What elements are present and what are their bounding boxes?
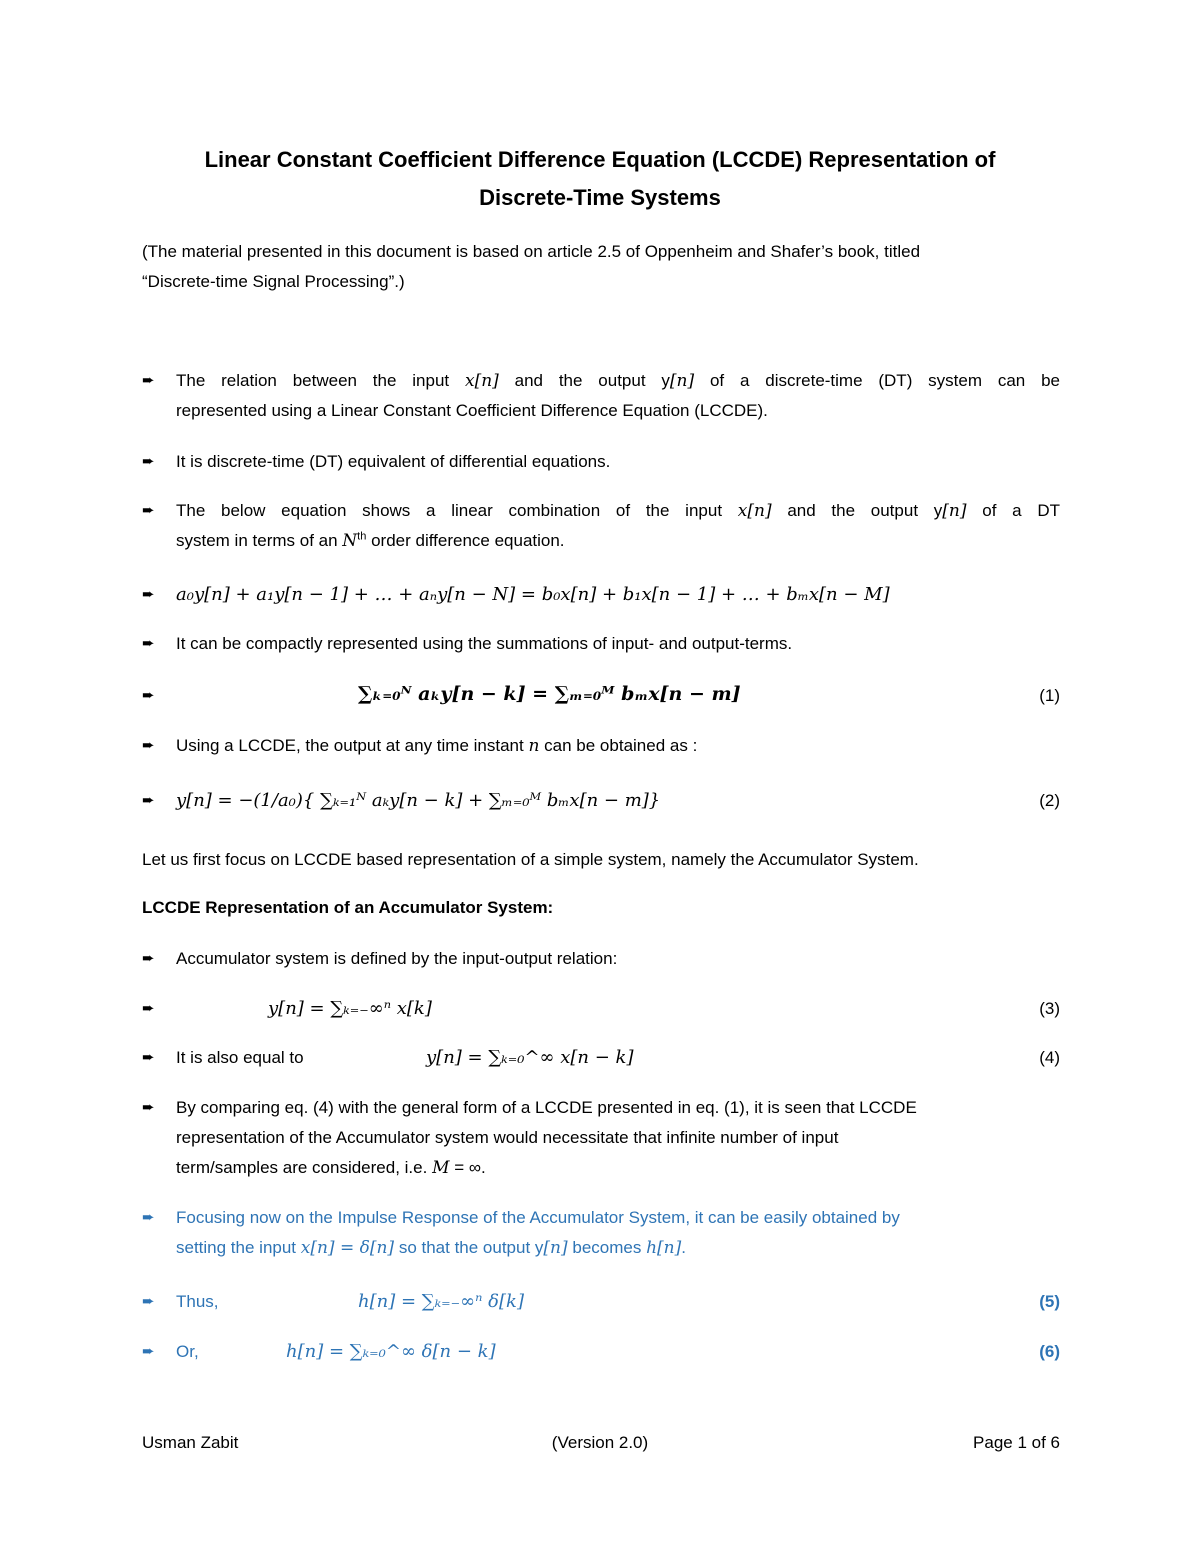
acc-5-mid: so that the output y xyxy=(398,1238,544,1257)
acc-bullet-6-label: Thus, xyxy=(176,1292,219,1311)
equation-number-3: (3) xyxy=(1039,999,1060,1018)
equation-1: ∑ₖ₌₀ᴺ aₖy[n − k] = ∑ₘ₌₀ᴹ bₘx[n − m] xyxy=(358,683,741,705)
right-arrow-icon: ➨ xyxy=(142,1293,155,1310)
acc-bullet-7-label: Or, xyxy=(176,1342,199,1361)
bullet-1 xyxy=(176,366,1060,426)
bullet-7 xyxy=(176,731,1060,761)
acc-5-eq: x[n] = δ[n] xyxy=(300,1238,395,1258)
lead-paragraph: Let us first focus on LCCDE based representation of a simple system, namely the Accumulator System. xyxy=(142,850,919,869)
equation-number-1: (1) xyxy=(1039,686,1060,705)
equation-number-4: (4) xyxy=(1039,1048,1060,1067)
right-arrow-icon: ➨ xyxy=(142,586,155,603)
intro-line-1: (The material presented in this document is based on article 2.5 of Oppenheim and Shafer’s book, titled xyxy=(142,242,921,261)
b7-text-pre: Using a LCCDE, the output at any time instant xyxy=(176,736,524,755)
right-arrow-icon: ➨ xyxy=(142,1099,155,1116)
right-arrow-icon: ➨ xyxy=(142,792,155,809)
equation-general-lccde: a₀y[n] + a₁y[n − 1] + … + aₙy[n − N] = b₀x[n] + b₁x[n − 1] + … + bₘx[n − M] xyxy=(176,584,890,605)
footer-page-number: Page 1 of 6 xyxy=(973,1433,1060,1452)
b3-th: th xyxy=(357,530,367,543)
b3-var-x: x[n] xyxy=(737,501,772,521)
acc-4-line-3-pre: term/samples are considered, i.e. xyxy=(176,1158,428,1177)
acc-5-line-1: Focusing now on the Impulse Response of the Accumulator System, it can be easily obtained by xyxy=(176,1208,900,1227)
b3-text-post: of a DT xyxy=(982,501,1060,520)
acc-5-mid2: becomes xyxy=(572,1238,642,1257)
b3-line2-pre: system in terms of an xyxy=(176,531,338,550)
title-line-2: Discrete-Time Systems xyxy=(479,185,721,210)
title-line-1: Linear Constant Coefficient Difference Equation (LCCDE) Representation of xyxy=(204,147,996,172)
right-arrow-icon: ➨ xyxy=(142,372,155,389)
acc-4-var-M: M xyxy=(432,1158,450,1178)
equation-number-2: (2) xyxy=(1039,791,1060,810)
bullet-5: It can be compactly represented using the summations of input- and output-terms. xyxy=(176,634,793,653)
acc-5-line-2-pre: setting the input xyxy=(176,1238,297,1257)
equation-3: y[n] = ∑ₖ₌₋∞ⁿ x[k] xyxy=(268,998,432,1019)
b7-text-post: can be obtained as : xyxy=(544,736,698,755)
right-arrow-icon: ➨ xyxy=(142,1343,155,1360)
right-arrow-icon: ➨ xyxy=(142,737,155,754)
equation-6: h[n] = ∑ₖ₌₀^∞ δ[n − k] xyxy=(286,1341,496,1362)
acc-bullet-1: Accumulator system is defined by the input-output relation: xyxy=(176,949,618,968)
equation-5: h[n] = ∑ₖ₌₋∞ⁿ δ[k] xyxy=(358,1291,524,1312)
acc-5-y: [n] xyxy=(543,1238,568,1258)
bullet-3 xyxy=(176,496,1060,556)
b1-text-mid: and the output y xyxy=(514,371,670,390)
b1-var-y: [n] xyxy=(669,371,695,391)
right-arrow-icon: ➨ xyxy=(142,687,155,704)
b3-text-pre: The below equation shows a linear combination of the input xyxy=(176,501,723,520)
right-arrow-icon: ➨ xyxy=(142,1209,155,1226)
b1-line-2: represented using a Linear Constant Coefficient Difference Equation (LCCDE). xyxy=(176,401,768,420)
right-arrow-icon: ➨ xyxy=(142,635,155,652)
b1-var-x: x[n] xyxy=(464,371,499,391)
equation-4: y[n] = ∑ₖ₌₀^∞ x[n − k] xyxy=(426,1047,634,1068)
footer-version: (Version 2.0) xyxy=(551,1433,649,1452)
acc-4-line-1: By comparing eq. (4) with the general form of a LCCDE presented in eq. (1), it is seen that LCCDE xyxy=(176,1098,917,1117)
acc-5-h: h[n] xyxy=(646,1238,682,1258)
right-arrow-icon: ➨ xyxy=(142,453,155,470)
b3-line2-post: order difference equation. xyxy=(371,531,565,550)
b3-N: N xyxy=(342,531,358,551)
acc-bullet-4 xyxy=(176,1093,1060,1183)
equation-number-6: (6) xyxy=(1039,1342,1060,1361)
acc-bullet-5 xyxy=(176,1203,1060,1263)
right-arrow-icon: ➨ xyxy=(142,1049,155,1066)
intro-paragraph xyxy=(142,237,1062,297)
equation-2: y[n] = −(1/a₀){ ∑ₖ₌₁ᴺ aₖy[n − k] + ∑ₘ₌₀ᴹ bₘx[n − m]} xyxy=(176,790,661,811)
acc-4-line-2: representation of the Accumulator system would necessitate that infinite number of input xyxy=(176,1128,839,1147)
section-heading: LCCDE Representation of an Accumulator System: xyxy=(142,898,554,917)
b3-var-y: [n] xyxy=(942,501,967,521)
acc-5-end: . xyxy=(681,1238,686,1257)
b7-var-n: n xyxy=(528,736,540,756)
acc-4-line-3-post: = ∞. xyxy=(454,1158,486,1177)
bullet-2: It is discrete-time (DT) equivalent of differential equations. xyxy=(176,452,611,471)
b3-text-mid: and the output y xyxy=(787,501,943,520)
right-arrow-icon: ➨ xyxy=(142,1000,155,1017)
right-arrow-icon: ➨ xyxy=(142,950,155,967)
footer-author: Usman Zabit xyxy=(142,1433,239,1452)
document-title xyxy=(0,141,1200,217)
equation-number-5: (5) xyxy=(1039,1292,1060,1311)
acc-bullet-3-label: It is also equal to xyxy=(176,1048,304,1067)
intro-line-2: “Discrete-time Signal Processing”.) xyxy=(142,272,405,291)
right-arrow-icon: ➨ xyxy=(142,502,155,519)
b1-text-pre: The relation between the input xyxy=(176,371,450,390)
b1-text-post: of a discrete-time (DT) system can be xyxy=(709,371,1060,390)
